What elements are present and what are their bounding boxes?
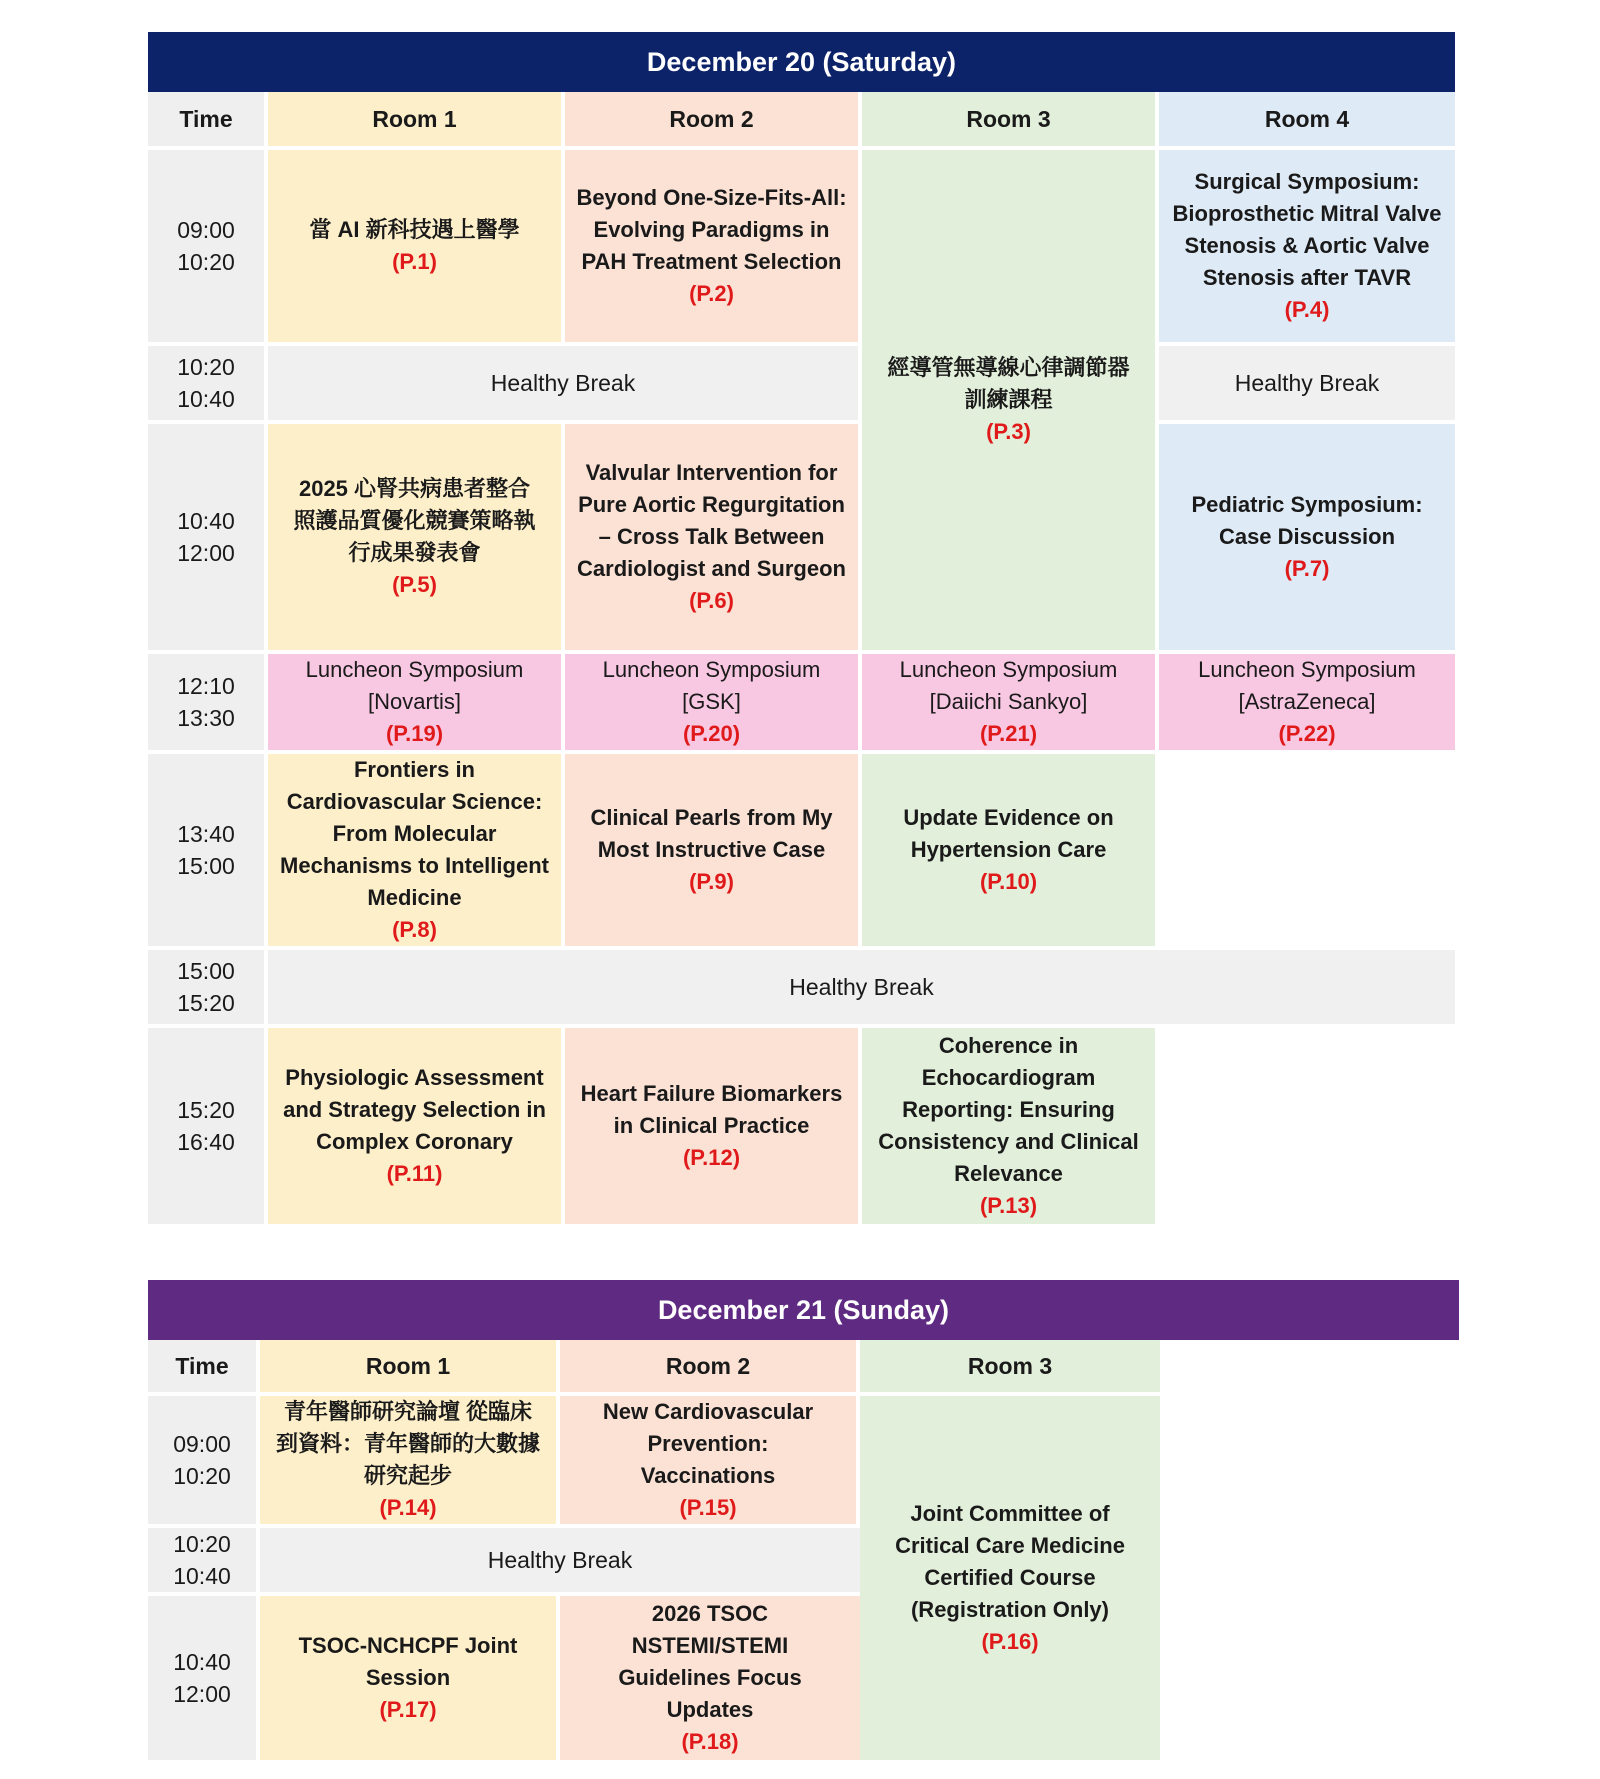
page-ref-link[interactable]: (P.22) [1278, 721, 1336, 746]
time-slot-row [148, 654, 1455, 754]
empty-cell [1159, 754, 1455, 950]
session-cell[interactable] [260, 1596, 560, 1760]
start-time: 10:40 [177, 508, 235, 534]
session-cell[interactable] [268, 150, 565, 346]
session-cell[interactable] [260, 1396, 560, 1528]
end-time: 15:00 [177, 853, 235, 879]
time-cell [148, 424, 268, 654]
day2-table [148, 1340, 1160, 1760]
session-title: 2025 心腎共病患者整合照護品質優化競賽策略執行成果發表會 [293, 476, 536, 565]
session-cell[interactable] [565, 1028, 862, 1224]
end-time: 12:00 [177, 540, 235, 566]
room1-header: Room 1 [260, 1340, 560, 1396]
page-ref-link[interactable]: (P.2) [689, 281, 734, 306]
session-title: Luncheon Symposium [602, 657, 821, 682]
session-cell[interactable] [862, 1028, 1159, 1224]
page-ref-link[interactable]: (P.21) [979, 721, 1038, 746]
day1-schedule [148, 32, 1455, 1224]
page-ref-link[interactable]: (P.11) [386, 1161, 443, 1186]
end-time: 10:20 [173, 1463, 231, 1489]
start-time: 09:00 [173, 1431, 231, 1457]
start-time: 09:00 [177, 217, 235, 243]
session-cell[interactable] [860, 1396, 1160, 1760]
session-cell[interactable] [560, 1396, 860, 1528]
session-cell[interactable] [862, 754, 1159, 950]
time-cell [148, 1596, 260, 1760]
session-cell[interactable] [268, 424, 565, 654]
session-title: Beyond One-Size-Fits-All: Evolving Paradigms in PAH Treatment Selection [576, 185, 847, 274]
time-cell [148, 950, 268, 1028]
time-slot-row [148, 424, 1455, 654]
start-time: 10:20 [173, 1531, 231, 1557]
healthy-break: Healthy Break [268, 346, 862, 424]
luncheon-cell[interactable] [565, 654, 862, 754]
session-title: Surgical Symposium: Bioprosthetic Mitral Valve Stenosis & Aortic Valve Stenosis after TAVR [1172, 169, 1442, 290]
time-slot-row [148, 150, 1455, 346]
healthy-break: Healthy Break [1159, 346, 1455, 424]
session-title: Valvular Intervention for Pure Aortic Regurgitation – Cross Talk Between Cardiologist and Surgeon [577, 460, 846, 581]
end-time: 15:20 [177, 990, 235, 1016]
session-cell[interactable] [862, 150, 1159, 654]
day2-header-row [148, 1340, 1160, 1396]
start-time: 10:20 [177, 354, 235, 380]
page-ref-link[interactable]: (P.1) [392, 249, 437, 274]
room1-header: Room 1 [268, 92, 565, 150]
page-ref-link[interactable]: (P.17) [379, 1697, 437, 1722]
luncheon-cell[interactable] [1159, 654, 1455, 754]
session-cell[interactable] [565, 424, 862, 654]
session-title: Physiologic Assessment and Strategy Selection in Complex Coronary [283, 1065, 546, 1154]
page-ref-link[interactable]: (P.6) [689, 588, 734, 613]
day2-schedule [148, 1280, 1459, 1760]
page-ref-link[interactable]: (P.16) [981, 1629, 1039, 1654]
page-ref-link[interactable]: (P.18) [681, 1729, 739, 1754]
page-ref-link[interactable]: (P.5) [392, 572, 437, 597]
time-slot-row [148, 1396, 1160, 1528]
page-ref-link[interactable]: (P.8) [392, 917, 437, 942]
start-time: 10:40 [173, 1649, 231, 1675]
page-ref-link[interactable]: (P.4) [1284, 297, 1330, 322]
session-title: 青年醫師研究論壇 從臨床到資料：青年醫師的大數據研究起步 [275, 1399, 540, 1488]
room3-header: Room 3 [862, 92, 1159, 150]
session-title: Coherence in Echocardiogram Reporting: Ensuring Consistency and Clinical Relevance [878, 1033, 1139, 1186]
session-title: Joint Committee of Critical Care Medicine Certified Course (Registration Only) [895, 1501, 1125, 1622]
room2-header: Room 2 [560, 1340, 860, 1396]
end-time: 12:00 [173, 1681, 231, 1707]
page-ref-link[interactable]: (P.10) [979, 869, 1038, 894]
time-cell [148, 150, 268, 346]
session-title: Frontiers in Cardiovascular Science: From Molecular Mechanisms to Intelligent Medicine [280, 757, 549, 910]
day1-banner: December 20 (Saturday) [148, 32, 1455, 92]
session-cell[interactable] [268, 754, 565, 950]
session-title: 當 AI 新科技遇上醫學 [309, 217, 520, 242]
session-title: Clinical Pearls from My Most Instructive Case [590, 805, 833, 862]
end-time: 10:40 [177, 386, 235, 412]
page-ref-link[interactable]: (P.3) [986, 419, 1031, 444]
session-title: Heart Failure Biomarkers in Clinical Practice [580, 1081, 843, 1138]
page-ref-link[interactable]: (P.15) [679, 1495, 737, 1520]
time-cell [148, 346, 268, 424]
luncheon-cell[interactable] [862, 654, 1159, 754]
time-cell [148, 1396, 260, 1528]
time-cell [148, 1028, 268, 1224]
session-title: Luncheon Symposium [1198, 657, 1416, 682]
session-cell[interactable] [268, 1028, 565, 1224]
end-time: 16:40 [177, 1129, 235, 1155]
start-time: 12:10 [177, 673, 235, 699]
empty-cell [1159, 1028, 1455, 1224]
session-cell[interactable] [565, 754, 862, 950]
room4-header: Room 4 [1159, 92, 1455, 150]
sponsor-name: [Novartis] [368, 689, 461, 714]
day1-table [148, 92, 1455, 1224]
healthy-break: Healthy Break [260, 1528, 860, 1596]
start-time: 15:20 [177, 1097, 235, 1123]
day1-header-row [148, 92, 1455, 150]
time-cell [148, 754, 268, 950]
time-header: Time [148, 92, 268, 150]
session-title: 經導管無導線心律調節器訓練課程 [887, 355, 1130, 412]
time-slot-row [148, 1028, 1455, 1224]
sponsor-name: [Daiichi Sankyo] [929, 689, 1088, 714]
page-ref-link[interactable]: (P.13) [979, 1193, 1038, 1218]
end-time: 13:30 [177, 705, 235, 731]
session-title: 2026 TSOC NSTEMI/STEMI Guidelines Focus Updates [618, 1601, 802, 1722]
session-title: Luncheon Symposium [305, 657, 524, 682]
end-time: 10:40 [173, 1563, 231, 1589]
session-cell[interactable] [565, 150, 862, 346]
room3-header: Room 3 [860, 1340, 1160, 1396]
sponsor-name: [AstraZeneca] [1238, 689, 1376, 714]
room2-header: Room 2 [565, 92, 862, 150]
end-time: 10:20 [177, 249, 235, 275]
session-title: New Cardiovascular Prevention: Vaccinations [602, 1399, 814, 1488]
day2-banner: December 21 (Sunday) [148, 1280, 1459, 1340]
session-title: Pediatric Symposium: Case Discussion [1191, 492, 1423, 549]
page-ref-link[interactable]: (P.7) [1284, 556, 1330, 581]
healthy-break: Healthy Break [268, 950, 1455, 1028]
time-slot-row [148, 754, 1455, 950]
time-slot-row [148, 950, 1455, 1028]
time-cell [148, 654, 268, 754]
time-cell [148, 1528, 260, 1596]
sponsor-name: [GSK] [682, 689, 741, 714]
session-cell[interactable] [560, 1596, 860, 1760]
session-cell[interactable] [1159, 424, 1455, 654]
page-ref-link[interactable]: (P.14) [379, 1495, 437, 1520]
time-slot-row [148, 346, 1455, 424]
page-ref-link[interactable]: (P.12) [682, 1145, 741, 1170]
session-title: TSOC-NCHCPF Joint Session [298, 1633, 518, 1690]
start-time: 15:00 [177, 958, 235, 984]
session-cell[interactable] [1159, 150, 1455, 346]
page-ref-link[interactable]: (P.9) [689, 869, 734, 894]
page-ref-link[interactable]: (P.20) [682, 721, 741, 746]
start-time: 13:40 [177, 821, 235, 847]
session-title: Update Evidence on Hypertension Care [903, 805, 1114, 862]
session-title: Luncheon Symposium [899, 657, 1118, 682]
time-header: Time [148, 1340, 260, 1396]
luncheon-cell[interactable] [268, 654, 565, 754]
page-ref-link[interactable]: (P.19) [385, 721, 444, 746]
